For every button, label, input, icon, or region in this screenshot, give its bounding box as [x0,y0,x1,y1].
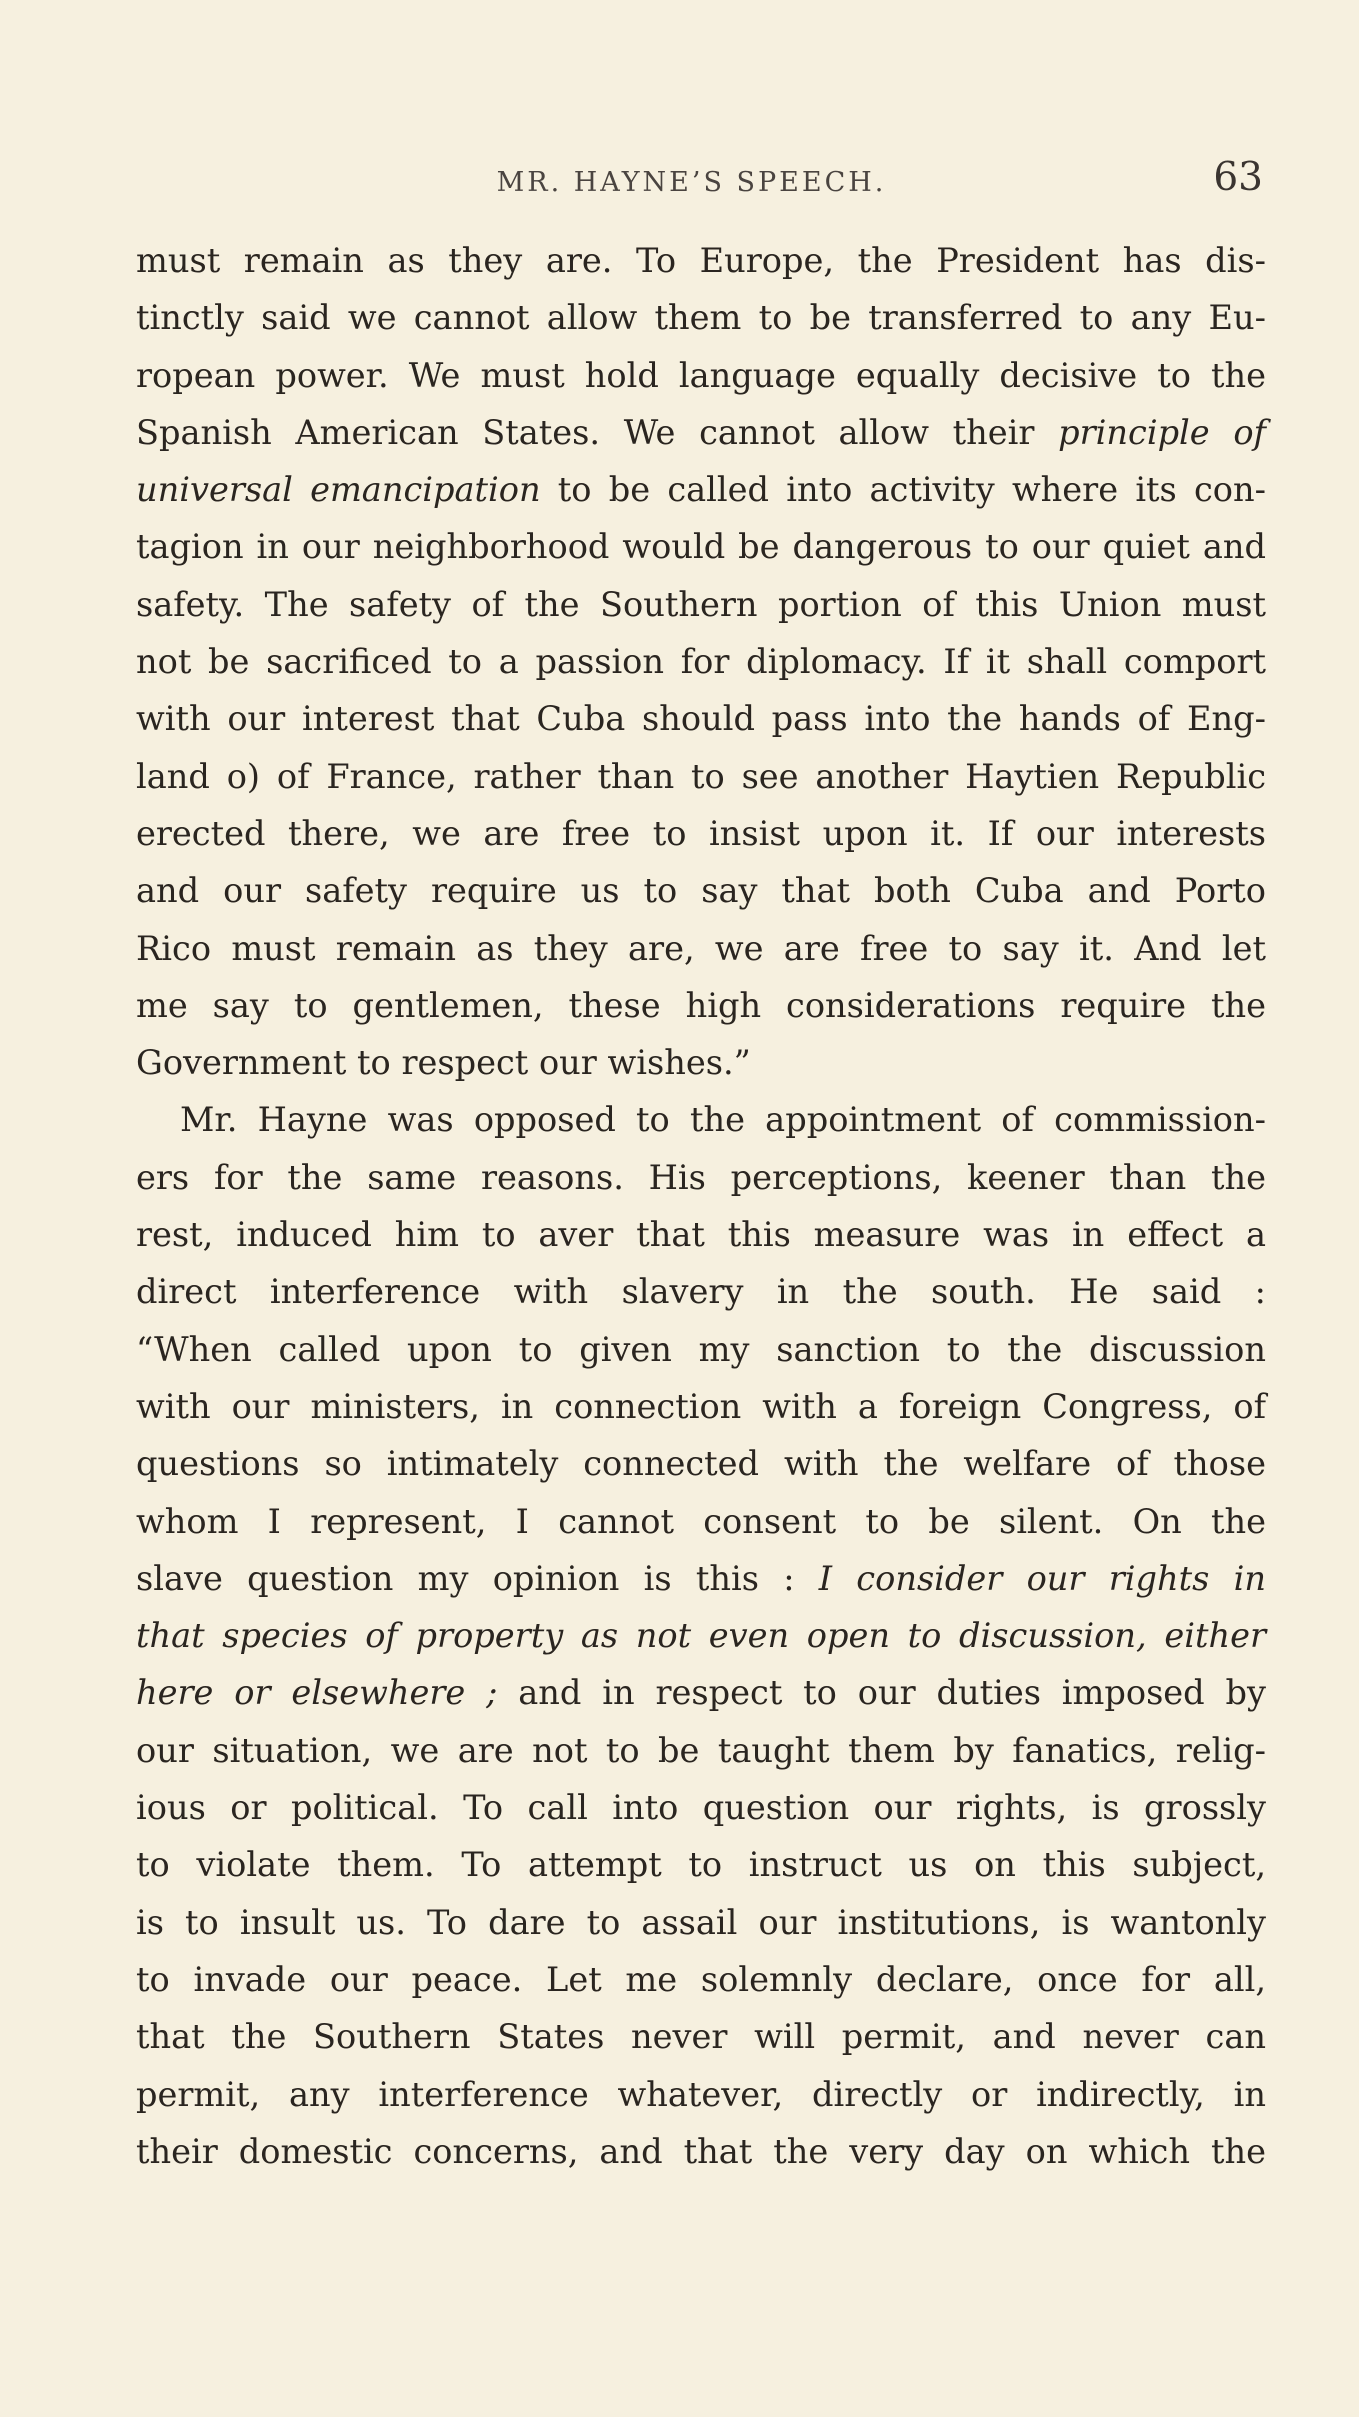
text-run: with our interest that Cuba should pass into the hands of Eng- [136,699,1266,739]
text-run: is to insult us. To dare to assail our institutions, is wantonly [136,1902,1266,1942]
text-run: their domestic concerns, and that the very day on which the [136,2131,1266,2171]
text-line [136,1435,1266,1492]
text-line [136,2008,1266,2065]
text-line [136,690,1266,747]
text-run: ious or political. To call into question our rights, is grossly [136,1788,1266,1828]
text-run: Rico must remain as they are, we are free to say it. And let [136,928,1266,968]
text-run: must remain as they are. To Europe, the President has dis- [136,241,1266,280]
text-run: and in respect to our duties imposed by [497,1673,1266,1713]
text-run: and our safety require us to say that both Cuba and Porto [136,871,1266,911]
text-line [136,1550,1266,1607]
text-line [136,2123,1266,2180]
text-line [136,289,1266,346]
text-line [136,1779,1266,1836]
text-run: slave question my opinion is this : [136,1558,819,1598]
text-run: our situation, we are not to be taught them by fanatics, relig- [136,1730,1266,1770]
text-line [136,232,1266,289]
page-number: 63 [1213,155,1263,200]
text-line [136,1321,1266,1378]
italic-text: that species of property as not even open to discussion, either [136,1616,1266,1656]
text-run: that the Southern States never will permit, and never can [136,2017,1266,2057]
text-line [136,1263,1266,1320]
text-run: me say to gentlemen, these high considerations require the [136,985,1266,1025]
text-run: tagion in our neighborhood would be dangerous to our quiet and [136,527,1266,567]
text-line [136,1034,1266,1091]
text-run: direct interference with slavery in the south. He said : [136,1272,1266,1312]
text-line [136,1149,1266,1206]
text-line [136,977,1266,1034]
text-line [136,1493,1266,1550]
text-run: Spanish American States. We cannot allow their [136,412,1059,452]
text-run: ropean power. We must hold language equally decisive to the [136,355,1266,395]
text-line [136,576,1266,633]
text-run: to violate them. To attempt to instruct us on this subject, [136,1845,1266,1885]
text-run: to invade our peace. Let me solemnly declare, once for all, [136,1959,1266,1999]
page-header [120,155,1263,215]
text-run: tinctly said we cannot allow them to be transferred to any Eu- [136,298,1266,338]
text-line [136,1836,1266,1893]
text-line [136,1378,1266,1435]
text-run: “When called upon to given my sanction to the discussion [136,1329,1266,1369]
text-line [136,1722,1266,1779]
text-run: rest, induced him to aver that this measure was in effect a [136,1215,1266,1255]
text-line [136,1091,1266,1148]
text-run: questions so intimately connected with the welfare of those [136,1444,1266,1484]
text-line [136,404,1266,461]
text-line [136,518,1266,575]
text-run: whom I represent, I cannot consent to be silent. On the [136,1501,1266,1541]
italic-text: universal emancipation [136,470,541,510]
text-run: not be sacrificed to a passion for diplomacy. If it shall comport [136,642,1266,682]
text-run: permit, any interference whatever, directly or indirectly, in [136,2074,1266,2114]
text-line [136,1664,1266,1721]
text-line [136,748,1266,805]
text-line [136,805,1266,862]
text-run: safety. The safety of the Southern portion of this Union must [136,584,1266,624]
text-line [136,1206,1266,1263]
text-line [136,347,1266,404]
text-line [136,1951,1266,2008]
text-run: ers for the same reasons. His perceptions, keener than the [136,1157,1266,1197]
text-line [136,461,1266,518]
text-run: erected there, we are free to insist upon it. If our interests [136,813,1266,853]
running-title: MR. HAYNE’S SPEECH. [496,167,887,198]
italic-text: I consider our rights in [818,1558,1267,1598]
text-run: with our ministers, in connection with a foreign Congress, of [136,1386,1266,1426]
text-run: land o) of France, rather than to see another Haytien Republic [136,756,1266,796]
italic-text: principle of [1058,412,1266,452]
text-line [136,1894,1266,1951]
text-run: Government to respect our wishes.” [136,1043,751,1083]
text-line [136,1607,1266,1664]
text-run: Mr. Hayne was opposed to the appointment of commission- [180,1100,1266,1140]
text-run: to be called into activity where its con- [540,470,1266,510]
italic-text: here or elsewhere ; [136,1673,498,1713]
text-line [136,862,1266,919]
text-line [136,633,1266,690]
body-text [136,232,1266,2180]
text-line [136,2066,1266,2123]
text-line [136,920,1266,977]
